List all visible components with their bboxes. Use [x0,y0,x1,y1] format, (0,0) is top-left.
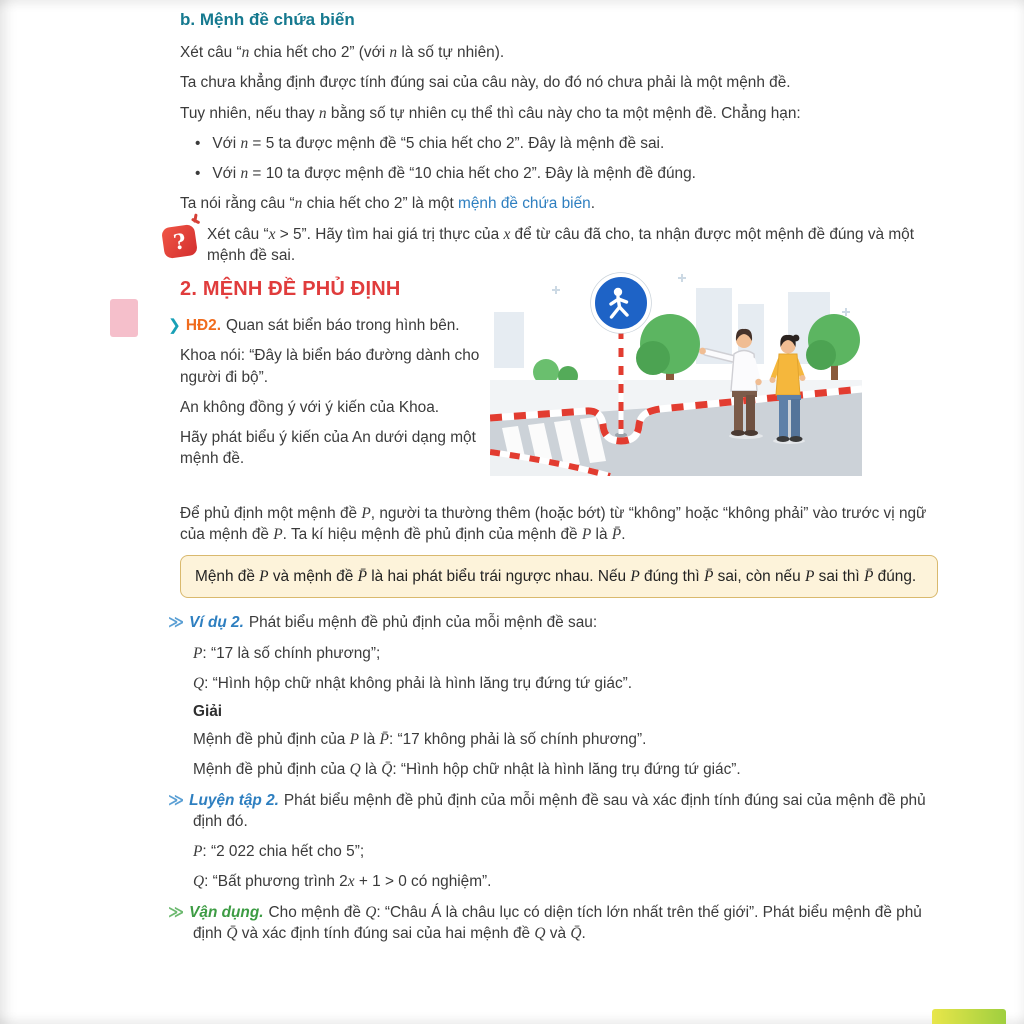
math-P: P [361,505,371,522]
application-label: Vận dụng. [189,903,264,921]
math-Q: Q [349,761,361,779]
example2-label: Ví dụ 2. [189,614,244,632]
solution-heading: Giải [193,703,223,721]
practice2-statement-q: Q: “Bất phương trình 2x + 1 > 0 có nghiệm”. [193,873,492,891]
math-P-bar: P̄ [357,567,367,585]
math-P-bar: P̄ [611,526,622,544]
math-x: x [503,225,511,243]
math-P-bar: P̄ [863,567,874,585]
paragraph-tuy-nhien: Tuy nhiên, nếu thay n bằng số tự nhiên cụ thể thì câu này cho ta một mệnh đề. Chẳng hạn: [180,104,801,122]
math-Q-bar: Q̄ [381,761,393,779]
practice2-intro: ≫ Luyện tập 2. Phát biểu mệnh đề phủ định của mỗi mệnh đề sau và xác định tính đúng sai của mệnh đề phủ định đó. [168,791,926,830]
math-P-bar: P̄ [703,567,714,585]
traffic-illustration [490,268,862,476]
math-Q: Q [365,903,377,921]
double-chevron-icon: ≫ [168,903,185,921]
pedestrian-sign-icon [591,273,651,333]
math-n: n [294,195,303,213]
question-text: Xét câu “x > 5”. Hãy tìm hai giá trị thực của x để từ câu đã cho, ta nhận được một mệnh đề đúng và một mệnh đề sai. [207,225,915,264]
double-chevron-icon: ≫ [168,791,185,809]
math-P: P [630,567,640,585]
term-menh-de-chua-bien: mệnh đề chứa biến [458,195,591,213]
hd2-text-column [168,315,502,470]
bullet-icon: • [195,134,201,152]
math-Q: Q [193,674,205,692]
math-P: P [259,567,269,585]
math-n: n [240,165,249,182]
hd2-line-4: Hãy phát biểu ý kiến của An dưới dạng một mệnh đề. [180,429,476,468]
math-n: n [318,104,327,122]
question-mark-icon: ? [161,223,198,258]
math-x: x [347,873,355,891]
math-Q-bar: Q̄ [226,924,238,942]
traffic-scene [490,268,862,476]
question-block [171,224,938,267]
hd2-line-2: Khoa nói: “Đây là biển báo đường dành cho người đi bộ”. [180,347,480,386]
hd2-label: HĐ2. [185,317,221,334]
math-Q-bar: Q̄ [570,924,582,942]
list-item [195,163,938,193]
math-Q: Q [193,873,205,891]
paragraph-chua-khang-dinh: Ta chưa khẳng định được tính đúng sai của câu này, do đó nó chưa phải là một mệnh đề. [180,74,791,92]
math-n: n [241,44,250,61]
example2-solution-1: Mệnh đề phủ định của P là P̄: “17 không phải là số chính phương”. [193,731,647,749]
example2-intro: ≫ Ví dụ 2. Phát biểu mệnh đề phủ định của mỗi mệnh đề sau: [168,614,598,632]
highlight-note-box: Mệnh đề P và mệnh đề P̄ là hai phát biểu trái ngược nhau. Nếu P đúng thì P̄ sai, còn nếu P sai thì P̄ đúng. [180,555,938,599]
practice2-label: Luyện tập 2. [189,791,279,809]
math-Q: Q [534,924,546,942]
hd2-line-3: An không đồng ý với ý kiến của Khoa. [180,398,440,416]
example2-statement-p: P: “17 là số chính phương”; [193,644,381,662]
math-P-bar: P̄ [379,731,389,749]
math-P: P [349,731,359,749]
practice2-statement-p: P: “2 022 chia hết cho 5”; [193,843,365,861]
bullet-icon: • [195,165,201,182]
math-P: P [193,644,203,662]
application-block: ≫ Vận dụng. Cho mệnh đề Q: “Châu Á là châu lục có diện tích lớn nhất trên thế giới”. Phát biểu mệnh đề phủ định Q̄ và xác định tính đúng sai của hai mệnh đề Q và Q̄. [168,903,922,942]
math-x: x [268,225,276,243]
math-P: P [804,567,815,585]
page-corner-tab-yellow [932,1009,1006,1024]
paragraph-ta-noi-rang: Ta nói rằng câu “n chia hết cho 2” là một mệnh đề chứa biến. [180,195,595,213]
math-n: n [389,44,398,61]
double-chevron-icon: ≫ [168,614,185,632]
bullet-text-n10: Với n = 10 ta được mệnh đề “10 chia hết cho 2”. Đây là mệnh đề đúng. [212,165,696,182]
math-P: P [193,843,203,861]
list-item [195,133,938,163]
math-P: P [273,526,283,544]
paragraph-xet-cau-n: Xét câu “n chia hết cho 2” (với n là số tự nhiên). [180,44,505,61]
math-n: n [240,134,249,152]
hd2-line-1: ❯ HĐ2. Quan sát biển báo trong hình bên. [168,317,460,334]
section-heading: 2. MỆNH ĐỀ PHỦ ĐỊNH [180,278,401,300]
math-P: P [581,526,592,544]
paragraph-dinh-nghia-phu-dinh: Để phủ định một mệnh đề P, người ta thường thêm (hoặc bớt) từ “không” hoặc “không phải” vào trước vị ngữ của mệnh đề P. Ta kí hiệu mệnh đề phủ định của mệnh đề P là P̄. [180,505,927,544]
bullet-text-n5: Với n = 5 ta được mệnh đề “5 chia hết cho 2”. Đây là mệnh đề sai. [212,134,665,152]
page-edge-tab-pink [110,299,138,337]
example2-statement-q: Q: “Hình hộp chữ nhật không phải là hình lăng trụ đứng tứ giác”. [193,674,633,692]
section-menh-de-phu-dinh [168,278,938,944]
chevron-icon: ❯ [168,317,181,334]
subsection-heading: b. Mệnh đề chứa biến [180,10,355,29]
example2-solution-2: Mệnh đề phủ định của Q là Q̄: “Hình hộp chữ nhật là hình lăng trụ đứng tứ giác”. [193,761,741,779]
